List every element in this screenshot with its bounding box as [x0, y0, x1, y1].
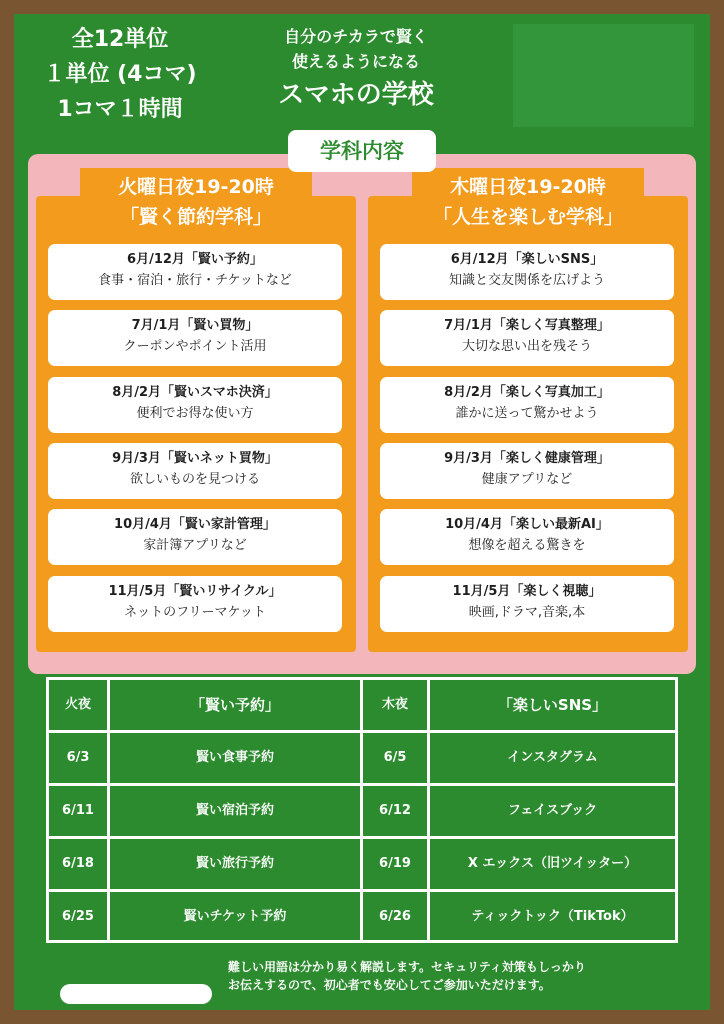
footer-line-2: お伝えするので、初心者でも安心してご参加いただけます。: [228, 978, 551, 992]
table-cell: 6/19: [379, 856, 411, 871]
units-per-koma: 1コマ１時間: [57, 97, 183, 122]
table-divider: [427, 680, 430, 940]
footer-line-1: 難しい用語は分かり易く解説します。セキュリティ対策もしっかり: [228, 960, 586, 974]
table-header-cell: 「楽しいSNS」: [497, 696, 608, 714]
table-cell: 賢い宿泊予約: [195, 803, 274, 818]
school-title: [238, 24, 474, 114]
lesson-desc: 大切な思い出を残そう: [461, 339, 592, 354]
lesson-desc: 健康アプリなど: [481, 472, 573, 487]
lesson-card: [48, 244, 342, 300]
table-cell: フェイスブック: [507, 803, 598, 818]
lesson-desc: クーポンやポイント活用: [123, 339, 267, 354]
lesson-card: [380, 310, 674, 366]
lesson-title: 8月/2月「楽しく写真加工」: [444, 385, 610, 400]
lesson-desc: ネットのフリーマケット: [124, 605, 266, 620]
schedule-table: [46, 677, 678, 943]
lesson-title: 7月/1月「賢い買物」: [131, 318, 259, 333]
course-tuesday: [36, 176, 356, 652]
table-cell: X エックス（旧ツイッター）: [467, 856, 638, 871]
course-thursday-header: [412, 168, 644, 234]
lesson-title: 11月/5月「楽しく視聴」: [452, 584, 602, 599]
course-name: 「賢く節約学科」: [119, 206, 272, 228]
tagline-2: 使えるようになる: [291, 52, 420, 71]
table-cell: 6/12: [379, 803, 411, 818]
table-cell: 6/5: [383, 750, 407, 765]
blank-pill: [60, 984, 212, 1004]
lesson-desc: 誰かに送って驚かせよう: [455, 406, 599, 421]
table-header-cell: 木夜: [381, 697, 408, 712]
table-cell: 6/18: [62, 856, 94, 871]
lesson-desc: 映画,ドラマ,音楽,本: [468, 605, 586, 620]
units-total: 全12単位: [71, 27, 169, 52]
lesson-desc: 食事・宿泊・旅行・チケットなど: [98, 273, 292, 288]
lesson-card: [380, 576, 674, 632]
units-per-unit: １単位 (4コマ): [43, 62, 197, 87]
course-time: 木曜日夜19-20時: [450, 176, 606, 198]
lesson-card: [380, 244, 674, 300]
lesson-card: [48, 310, 342, 366]
lesson-desc: 知識と交友関係を広げよう: [448, 273, 605, 288]
lesson-desc: 便利でお得な使い方: [136, 406, 254, 421]
curriculum-panel: [28, 154, 696, 674]
table-divider: [107, 680, 110, 940]
section-tag: 学科内容: [288, 130, 436, 172]
lesson-card: [380, 443, 674, 499]
blank-box: [513, 24, 694, 127]
lesson-title: 9月/3月「賢いネット買物」: [112, 451, 278, 466]
tagline-1: 自分のチカラで賢く: [284, 27, 428, 46]
table-cell: 6/25: [62, 909, 94, 924]
lesson-title: 10月/4月「賢い家計管理」: [114, 517, 276, 532]
table-cell: ティックトック（TikTok）: [471, 909, 634, 924]
chalkboard: [14, 14, 710, 1010]
table-header-cell: 「賢い予約」: [189, 696, 280, 714]
footer-note: [228, 958, 608, 994]
lesson-title: 10月/4月「楽しい最新AI」: [445, 517, 609, 532]
lesson-title: 7月/1月「楽しく写真整理」: [444, 318, 610, 333]
lesson-desc: 家計簿アプリなど: [143, 538, 247, 553]
table-cell: インスタグラム: [507, 750, 598, 765]
table-header-cell: 火夜: [64, 697, 91, 712]
lesson-card: [380, 377, 674, 433]
table-cell: 賢いチケット予約: [183, 909, 287, 924]
lesson-title: 8月/2月「賢いスマホ決済」: [112, 385, 278, 400]
course-name: 「人生を楽しむ学科」: [432, 206, 623, 228]
lesson-card: [48, 509, 342, 565]
course-time: 火曜日夜19-20時: [118, 176, 274, 198]
table-cell: 6/3: [66, 750, 90, 765]
lesson-desc: 欲しいものを見つける: [129, 472, 260, 487]
school-name: スマホの学校: [278, 80, 434, 110]
units-info: [32, 22, 208, 127]
lesson-card: [48, 576, 342, 632]
course-tuesday-header: [80, 168, 312, 234]
lesson-title: 9月/3月「楽しく健康管理」: [444, 451, 610, 466]
lesson-title: 6月/12月「賢い予約」: [127, 252, 263, 267]
lesson-card: [48, 443, 342, 499]
table-cell: 6/11: [62, 803, 94, 818]
lesson-desc: 想像を超える驚きを: [468, 538, 586, 553]
lesson-title: 11月/5月「賢いリサイクル」: [108, 584, 282, 599]
lesson-card: [48, 377, 342, 433]
table-divider: [360, 680, 363, 940]
lesson-card: [380, 509, 674, 565]
table-cell: 6/26: [379, 909, 411, 924]
lesson-title: 6月/12月「楽しいSNS」: [450, 252, 604, 267]
table-cell: 賢い食事予約: [195, 750, 274, 765]
course-thursday: [368, 176, 688, 652]
table-cell: 賢い旅行予約: [195, 856, 274, 871]
